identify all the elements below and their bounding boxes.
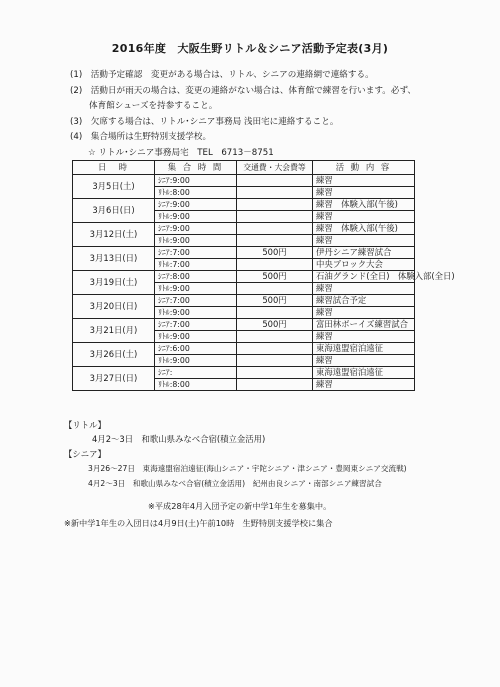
time-cell: ﾘﾄﾙ:9:00 [155, 211, 237, 223]
fee-cell [237, 307, 313, 319]
activity-cell: 練習 [313, 211, 415, 223]
table-row [73, 223, 415, 235]
time-cell: ﾘﾄﾙ:7:00 [155, 259, 237, 271]
fee-cell [237, 187, 313, 199]
activity-cell: 練習 [313, 379, 415, 391]
activity-cell: 練習 [313, 187, 415, 199]
senior-heading: 【シニア】 [64, 449, 106, 459]
table-row [73, 343, 415, 355]
fee-cell: 500円 [237, 319, 313, 331]
activity-cell: 東海遠盟宿泊遠征 [313, 343, 415, 355]
fee-cell: 500円 [237, 295, 313, 307]
time-cell: ﾘﾄﾙ:9:00 [155, 355, 237, 367]
time-cell: ﾘﾄﾙ:9:00 [155, 283, 237, 295]
table-row [73, 271, 415, 283]
fee-cell: 500円 [237, 247, 313, 259]
fee-cell [237, 199, 313, 211]
entrance-notice: ※新中学1年生の入団日は4月9日(土)午前10時 生野特別支援学校に集合 [64, 518, 333, 528]
activity-cell: 中央ブロック大会 [313, 259, 415, 271]
activity-cell: 練習試合予定 [313, 295, 415, 307]
table-row [73, 199, 415, 211]
activity-cell: 練習 [313, 175, 415, 187]
table-row [73, 295, 415, 307]
senior-item: 4月2～3日 和歌山県みなべ合宿(積立金活用) 紀州由良シニア・南部シニア練習試合 [88, 479, 382, 488]
activity-cell: 練習 [313, 331, 415, 343]
activity-cell: 富田林ボーイズ練習試合 [313, 319, 415, 331]
table-row [73, 175, 415, 187]
time-cell: ﾘﾄﾙ:8:00 [155, 187, 237, 199]
time-cell: ｼﾆｱ:9:00 [155, 199, 237, 211]
date-cell: 3月6日(日) [73, 199, 155, 223]
schedule-table [72, 160, 455, 391]
note-item: (4) 集合場所は生野特別支援学校。 [70, 132, 212, 142]
header-time: 集 合 時 間 [155, 161, 237, 175]
office-contact: ☆ リトル･シニア事務局宅 TEL 6713－8751 [88, 147, 274, 158]
fee-cell [237, 223, 313, 235]
date-cell: 3月20日(日) [73, 295, 155, 319]
note-item: (3) 欠席する場合は、リトル･シニア事務局 浅田宅に連絡すること。 [70, 116, 339, 127]
little-item: 4月2～3日 和歌山県みなべ合宿(積立金活用) [92, 434, 266, 444]
table-row [73, 367, 415, 379]
date-cell: 3月27日(日) [73, 367, 155, 391]
header-activity: 活 動 内 容 [313, 161, 415, 175]
activity-cell: 練習 [313, 307, 415, 319]
recruit-notice: ※平成28年4月入団予定の新中学1年生を募集中。 [148, 501, 332, 511]
activity-cell: 石油グランド(全日) 体験入部(全日) [313, 271, 415, 283]
activity-cell: 練習 体験入部(午後) [313, 199, 415, 211]
time-cell: ﾘﾄﾙ:8:00 [155, 379, 237, 391]
date-cell: 3月5日(土) [73, 175, 155, 199]
fee-cell [237, 211, 313, 223]
time-cell: ﾘﾄﾙ:9:00 [155, 331, 237, 343]
note-item: (1) 活動予定確認 変更がある場合は、リトル、シニアの連絡網で連絡する。 [70, 70, 374, 80]
date-cell: 3月21日(月) [73, 319, 155, 343]
activity-cell: 練習 [313, 283, 415, 295]
table-row [73, 247, 415, 259]
note-item: 体育館シューズを持参すること。 [89, 101, 218, 111]
date-cell: 3月13日(日) [73, 247, 155, 271]
fee-cell [237, 355, 313, 367]
schedule-body [73, 175, 455, 391]
fee-cell: 500円 [237, 271, 313, 283]
fee-cell [237, 331, 313, 343]
senior-item: 3月26～27日 東海遠盟宿泊遠征(海山シニア・宇陀シニア・津シニア・豊岡東シニア交流戦) [88, 464, 407, 473]
page-title: 2016年度 大阪生野リトル＆シニア活動予定表(3月) [111, 42, 389, 55]
time-cell: ｼﾆｱ:9:00 [155, 175, 237, 187]
activity-cell: 練習 [313, 355, 415, 367]
notes-list [70, 68, 490, 161]
table-header-row [73, 161, 415, 175]
fee-cell [237, 343, 313, 355]
date-cell: 3月19日(土) [73, 271, 155, 295]
time-cell: ﾘﾄﾙ:9:00 [155, 235, 237, 247]
header-date: 日 時 [73, 161, 155, 175]
time-cell: ｼﾆｱ:7:00 [155, 295, 237, 307]
time-cell: ｼﾆｱ:8:00 [155, 271, 237, 283]
date-cell: 3月26日(土) [73, 343, 155, 367]
date-cell: 3月12日(土) [73, 223, 155, 247]
time-cell: ｼﾆｱ:7:00 [155, 319, 237, 331]
time-cell: ｼﾆｱ:6:00 [155, 343, 237, 355]
activity-cell: 東海遠盟宿泊遠征 [313, 367, 415, 379]
time-cell: ｼﾆｱ:9:00 [155, 223, 237, 235]
header-fee: 交通費・大会費等 [237, 161, 313, 175]
time-cell: ｼﾆｱ: [155, 367, 237, 379]
senior-section [64, 447, 494, 491]
fee-cell [237, 379, 313, 391]
fee-cell [237, 283, 313, 295]
fee-cell [237, 259, 313, 271]
activity-cell: 練習 [313, 235, 415, 247]
little-heading: 【リトル】 [64, 420, 106, 430]
little-section [64, 418, 494, 447]
time-cell: ｼﾆｱ:7:00 [155, 247, 237, 259]
fee-cell [237, 235, 313, 247]
fee-cell [237, 367, 313, 379]
activity-cell: 伊丹シニア練習試合 [313, 247, 415, 259]
note-item: (2) 活動日が雨天の場合は、変更の連絡がない場合は、体育館で練習を行います。必ず、 [70, 85, 416, 96]
activity-cell: 練習 体験入部(午後) [313, 223, 415, 235]
time-cell: ﾘﾄﾙ:9:00 [155, 307, 237, 319]
table-row [73, 319, 415, 331]
fee-cell [237, 175, 313, 187]
